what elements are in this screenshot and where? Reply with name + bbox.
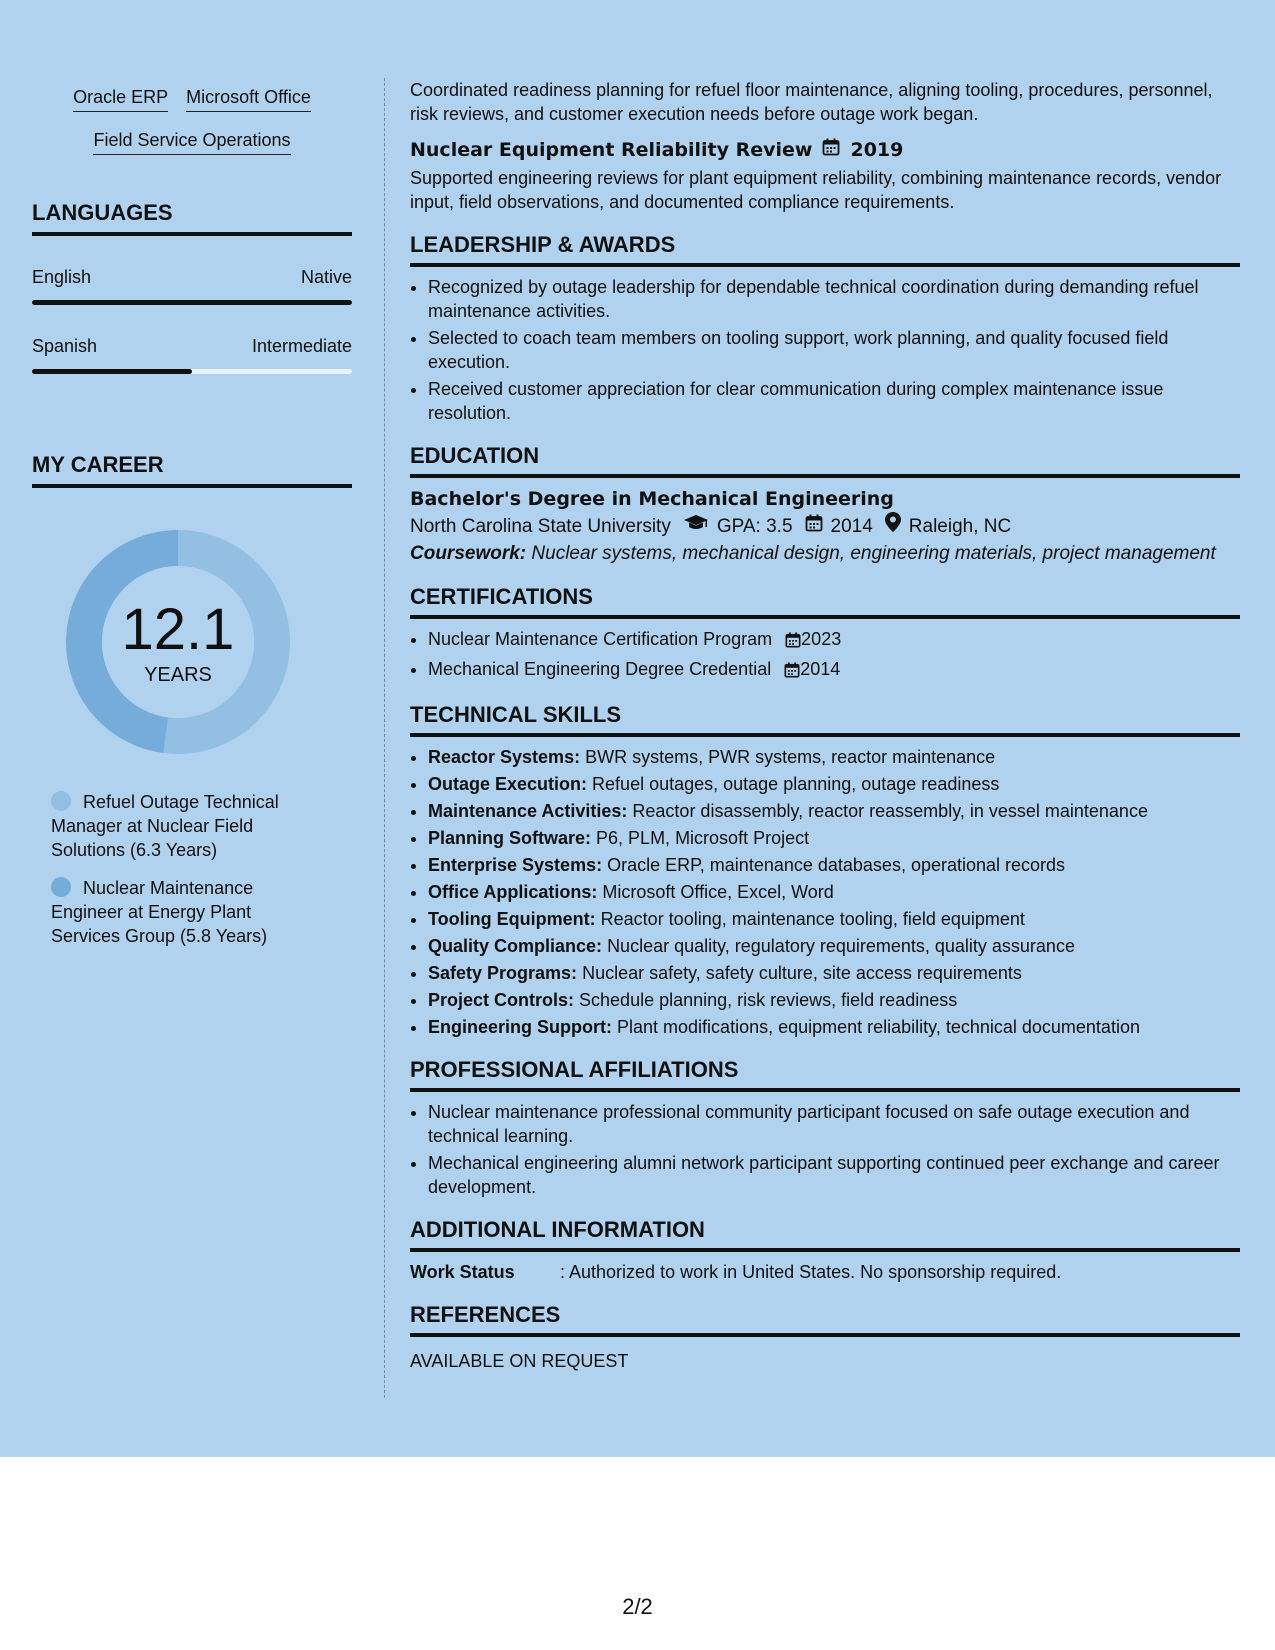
degree-title: Bachelor's Degree in Mechanical Engineering bbox=[410, 488, 894, 510]
skill-label: Enterprise Systems: bbox=[428, 855, 603, 875]
language-item bbox=[32, 266, 352, 305]
list-item: • Received customer appreciation for clear communication during complex maintenance issue resolution. bbox=[428, 377, 1240, 425]
leadership-heading: LEADERSHIP & AWARDS bbox=[410, 232, 1240, 267]
skill-tag: Microsoft Office bbox=[186, 86, 311, 112]
map-pin-icon bbox=[885, 512, 901, 542]
skill-value: BWR systems, PWR systems, reactor maintenance bbox=[585, 747, 996, 767]
career-years-label: YEARS bbox=[144, 664, 212, 686]
graduation-cap-icon bbox=[683, 512, 709, 542]
skill-label: Tooling Equipment: bbox=[428, 909, 596, 929]
skill-value: Nuclear quality, regulatory requirements, quality assurance bbox=[607, 936, 1075, 956]
skill-label: Safety Programs: bbox=[428, 963, 578, 983]
skills-heading: TECHNICAL SKILLS bbox=[410, 702, 1240, 737]
skill-label: Office Applications: bbox=[428, 882, 598, 902]
career-donut-chart bbox=[66, 530, 290, 754]
project-description: Supported engineering reviews for plant equipment reliability, combining maintenance records, vendor input, field observations, and documented compliance requirements. bbox=[410, 168, 1222, 212]
career-dot-icon bbox=[51, 877, 71, 897]
languages-heading: LANGUAGES bbox=[32, 200, 352, 236]
language-proficiency-bar bbox=[32, 300, 352, 305]
skill-value: Plant modifications, equipment reliability, technical documentation bbox=[617, 1017, 1140, 1037]
coursework bbox=[410, 542, 1240, 566]
references-text: AVAILABLE ON REQUEST bbox=[410, 1351, 629, 1371]
list-item bbox=[428, 961, 1240, 985]
school-name: North Carolina State University bbox=[410, 516, 671, 537]
list-item bbox=[428, 853, 1240, 877]
list-item bbox=[428, 907, 1240, 931]
language-name: Spanish bbox=[32, 336, 98, 356]
skill-tags bbox=[32, 86, 352, 172]
language-proficiency-fill bbox=[32, 300, 352, 305]
additional-info-heading: ADDITIONAL INFORMATION bbox=[410, 1217, 1240, 1252]
certification-year: 2023 bbox=[801, 629, 842, 649]
list-item: • Nuclear maintenance professional community participant focused on safe outage execution and technical learning. bbox=[428, 1100, 1240, 1148]
skill-label: Outage Execution: bbox=[428, 774, 588, 794]
skill-value: P6, PLM, Microsoft Project bbox=[596, 828, 810, 848]
skill-label: Quality Compliance: bbox=[428, 936, 603, 956]
skills-list bbox=[410, 745, 1240, 1039]
list-item bbox=[428, 772, 1240, 796]
education-details bbox=[410, 512, 1240, 542]
list-item: • Selected to coach team members on tooling support, work planning, and quality focused field execution. bbox=[428, 326, 1240, 374]
list-item bbox=[428, 657, 1240, 684]
list-item bbox=[428, 880, 1240, 904]
work-status-row bbox=[410, 1260, 1240, 1284]
certification-year: 2014 bbox=[800, 659, 841, 679]
calendar-icon bbox=[785, 630, 801, 654]
skill-label: Planning Software: bbox=[428, 828, 592, 848]
affiliations-list bbox=[410, 1100, 1240, 1199]
career-heading: MY CAREER bbox=[32, 452, 352, 488]
skill-value: Nuclear safety, safety culture, site access requirements bbox=[582, 963, 1022, 983]
certifications-list bbox=[410, 627, 1240, 684]
career-dot-icon bbox=[51, 791, 71, 811]
list-item bbox=[428, 1015, 1240, 1039]
leadership-list bbox=[410, 275, 1240, 425]
career-item bbox=[51, 790, 311, 862]
work-status-label: Work Status bbox=[410, 1262, 515, 1282]
career-item bbox=[51, 876, 311, 948]
project-title-row bbox=[410, 138, 1240, 162]
gpa: GPA: 3.5 bbox=[716, 516, 793, 537]
list-item: • Mechanical engineering alumni network participant supporting continued peer exchange and career development. bbox=[428, 1151, 1240, 1199]
column-divider bbox=[384, 78, 385, 1398]
list-item bbox=[428, 826, 1240, 850]
graduation-year: 2014 bbox=[830, 516, 873, 537]
project-year: 2019 bbox=[850, 139, 904, 161]
list-item bbox=[428, 934, 1240, 958]
language-item bbox=[32, 335, 352, 374]
skill-tag: Oracle ERP bbox=[73, 86, 168, 112]
list-item bbox=[428, 988, 1240, 1012]
skill-label: Reactor Systems: bbox=[428, 747, 581, 767]
skill-value: Oracle ERP, maintenance databases, operational records bbox=[607, 855, 1066, 875]
list-item: • Recognized by outage leadership for dependable technical coordination during demanding refuel maintenance activities. bbox=[428, 275, 1240, 323]
skill-value: Reactor disassembly, reactor reassembly, in vessel maintenance bbox=[632, 801, 1148, 821]
skill-label: Maintenance Activities: bbox=[428, 801, 628, 821]
work-status-value: : Authorized to work in United States. No sponsorship required. bbox=[560, 1262, 1062, 1282]
coursework-text: Nuclear systems, mechanical design, engineering materials, project management bbox=[531, 543, 1216, 564]
school-location: Raleigh, NC bbox=[908, 516, 1012, 537]
affiliations-heading: PROFESSIONAL AFFILIATIONS bbox=[410, 1057, 1240, 1092]
skill-label: Project Controls: bbox=[428, 990, 575, 1010]
skill-value: Schedule planning, risk reviews, field readiness bbox=[579, 990, 958, 1010]
certification-name: Nuclear Maintenance Certification Program bbox=[428, 629, 773, 649]
list-item bbox=[428, 627, 1240, 654]
list-item bbox=[428, 799, 1240, 823]
skill-value: Microsoft Office, Excel, Word bbox=[602, 882, 834, 902]
language-level: Native bbox=[300, 267, 352, 287]
project-title: Nuclear Equipment Reliability Review bbox=[410, 139, 813, 161]
main-content bbox=[410, 78, 1240, 1373]
career-item-text: Refuel Outage Technical Manager at Nuclear Field Solutions (6.3 Years) bbox=[51, 792, 279, 860]
skill-tag: Field Service Operations bbox=[93, 129, 290, 155]
skill-label: Engineering Support: bbox=[428, 1017, 612, 1037]
skill-value: Refuel outages, outage planning, outage readiness bbox=[592, 774, 1000, 794]
language-name: English bbox=[32, 267, 92, 287]
certifications-heading: CERTIFICATIONS bbox=[410, 584, 1240, 619]
references-heading: REFERENCES bbox=[410, 1302, 1240, 1337]
calendar-icon bbox=[805, 512, 823, 542]
skill-value: Reactor tooling, maintenance tooling, field equipment bbox=[600, 909, 1025, 929]
calendar-icon bbox=[822, 138, 840, 162]
intro-text: Coordinated readiness planning for refuel floor maintenance, aligning tooling, procedures, personnel, risk reviews, and customer execution needs before outage work began. bbox=[410, 80, 1213, 124]
language-proficiency-bar bbox=[32, 369, 352, 374]
calendar-icon bbox=[784, 660, 800, 684]
coursework-label: Coursework: bbox=[410, 543, 527, 564]
career-item-text: Nuclear Maintenance Engineer at Energy Plant Services Group (5.8 Years) bbox=[51, 878, 268, 946]
page-number: 2/2 bbox=[622, 1594, 653, 1619]
career-total-years: 12.1 bbox=[121, 597, 235, 662]
language-level: Intermediate bbox=[251, 336, 352, 356]
education-heading: EDUCATION bbox=[410, 443, 1240, 478]
list-item bbox=[428, 745, 1240, 769]
language-proficiency-fill bbox=[32, 369, 192, 374]
certification-name: Mechanical Engineering Degree Credential bbox=[428, 659, 772, 679]
